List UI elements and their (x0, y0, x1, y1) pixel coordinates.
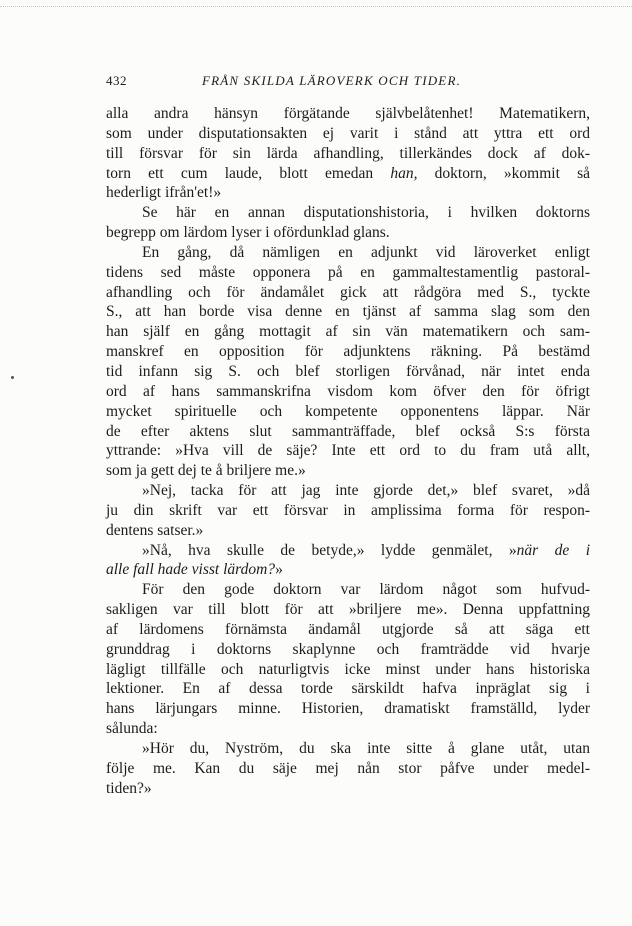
text-line: S., att han borde visa denne en tjänst af samma slag som den (106, 303, 590, 321)
text-line: dentens satser.» (106, 521, 204, 539)
page-top-edge (0, 6, 632, 7)
text-line: alla andra hänsyn förgätande självbelåtenhet! Matematikern, (106, 105, 590, 122)
text-line: tid infann sig S. och blef storligen förvånad, när intet enda (106, 362, 590, 380)
page-number: 432 (106, 73, 127, 88)
text-line: »Nej, tacka för att jag inte gjorde det,» blef svaret, »då (142, 482, 590, 500)
text-line: de efter aktens slut sammanträffade, blef också S:s första (106, 422, 590, 440)
text-line: alle fall hade visst lärdom?» (106, 561, 283, 579)
body-text (106, 104, 590, 799)
text-line: ju din skrift var ett försvar in amplissima forma för respon- (106, 501, 590, 519)
text-line: som ja gett dej te å briljere me.» (106, 462, 306, 480)
text-line: som under disputationsakten ej varit i stånd att yttra ett ord (106, 124, 590, 142)
text-line: begrepp om lärdom lyser i ofördunklad glans. (106, 224, 390, 242)
emphasis: alle fall hade visst lärdom? (106, 561, 276, 579)
page-header (106, 73, 588, 93)
text-line: »Nå, hva skulle de betyde,» lydde genmälet, »när de i (142, 541, 591, 559)
text-line: hans lärjungars minne. Historien, dramatiskt framställd, lyder (106, 700, 590, 718)
text-line: följe me. Kan du säje mej nån stor påfve under medel- (106, 759, 590, 777)
text-line: »Hör du, Nyström, du ska inte sitte å glane utåt, utan (142, 740, 590, 757)
text-line: En gång, då nämligen en adjunkt vid läroverket enligt (142, 243, 590, 261)
text-line: afhandling och för ändamålet gick att rådgöra med S., tyckte (106, 283, 590, 301)
text-line: ord af hans sammanskrifna visdom kom öfver den för öfrigt (106, 382, 590, 400)
text-line: manskref en opposition för adjunktens räkning. På bestämd (106, 343, 590, 361)
text-line: tiden?» (106, 779, 152, 797)
text-line: af lärdomens förnämsta ändamål utgjorde så att säga ett (106, 620, 590, 638)
margin-mark (11, 376, 14, 379)
text-line: tidens sed måste opponera på en gammaltestamentlig pastoral- (106, 263, 590, 281)
emphasis: han, (390, 164, 418, 182)
text-line: hederligt ifrån'et!» (106, 184, 222, 202)
text-line: mycket spirituelle och kompetente opponentens läppar. När (106, 402, 590, 420)
text-line: sålunda: (106, 720, 158, 738)
text-line: lägligt tillfälle och naturligtvis icke minst under hans historiska (106, 660, 590, 678)
text-line: grunddrag i doktorns skaplynne och framträdde vid hvarje (106, 640, 590, 658)
text-line: lektioner. En af dessa torde särskildt hafva inpräglat sig i (106, 680, 590, 698)
emphasis: när de i (516, 541, 591, 559)
text-line: Se här en annan disputationshistoria, i hvilken doktorns (142, 204, 590, 222)
text-line: yttrande: »Hva vill de säje? Inte ett ord to du fram utå allt, (106, 442, 590, 460)
text-line: torn ett cum laude, blott emedan han, doktorn, »kommit så (106, 164, 590, 182)
text-line: sakligen var till blott för att »briljere me». Denna uppfattning (106, 601, 590, 619)
text-line: till försvar för sin lärda afhandling, tillerkändes dock af dok- (106, 144, 590, 162)
running-head: FRÅN SKILDA LÄROVERK OCH TIDER. (202, 73, 462, 88)
text-line: För den gode doktorn var lärdom något som hufvud- (142, 581, 590, 599)
text-line: han själf en gång mottagit af sin vän matematikern och sam- (106, 323, 590, 341)
